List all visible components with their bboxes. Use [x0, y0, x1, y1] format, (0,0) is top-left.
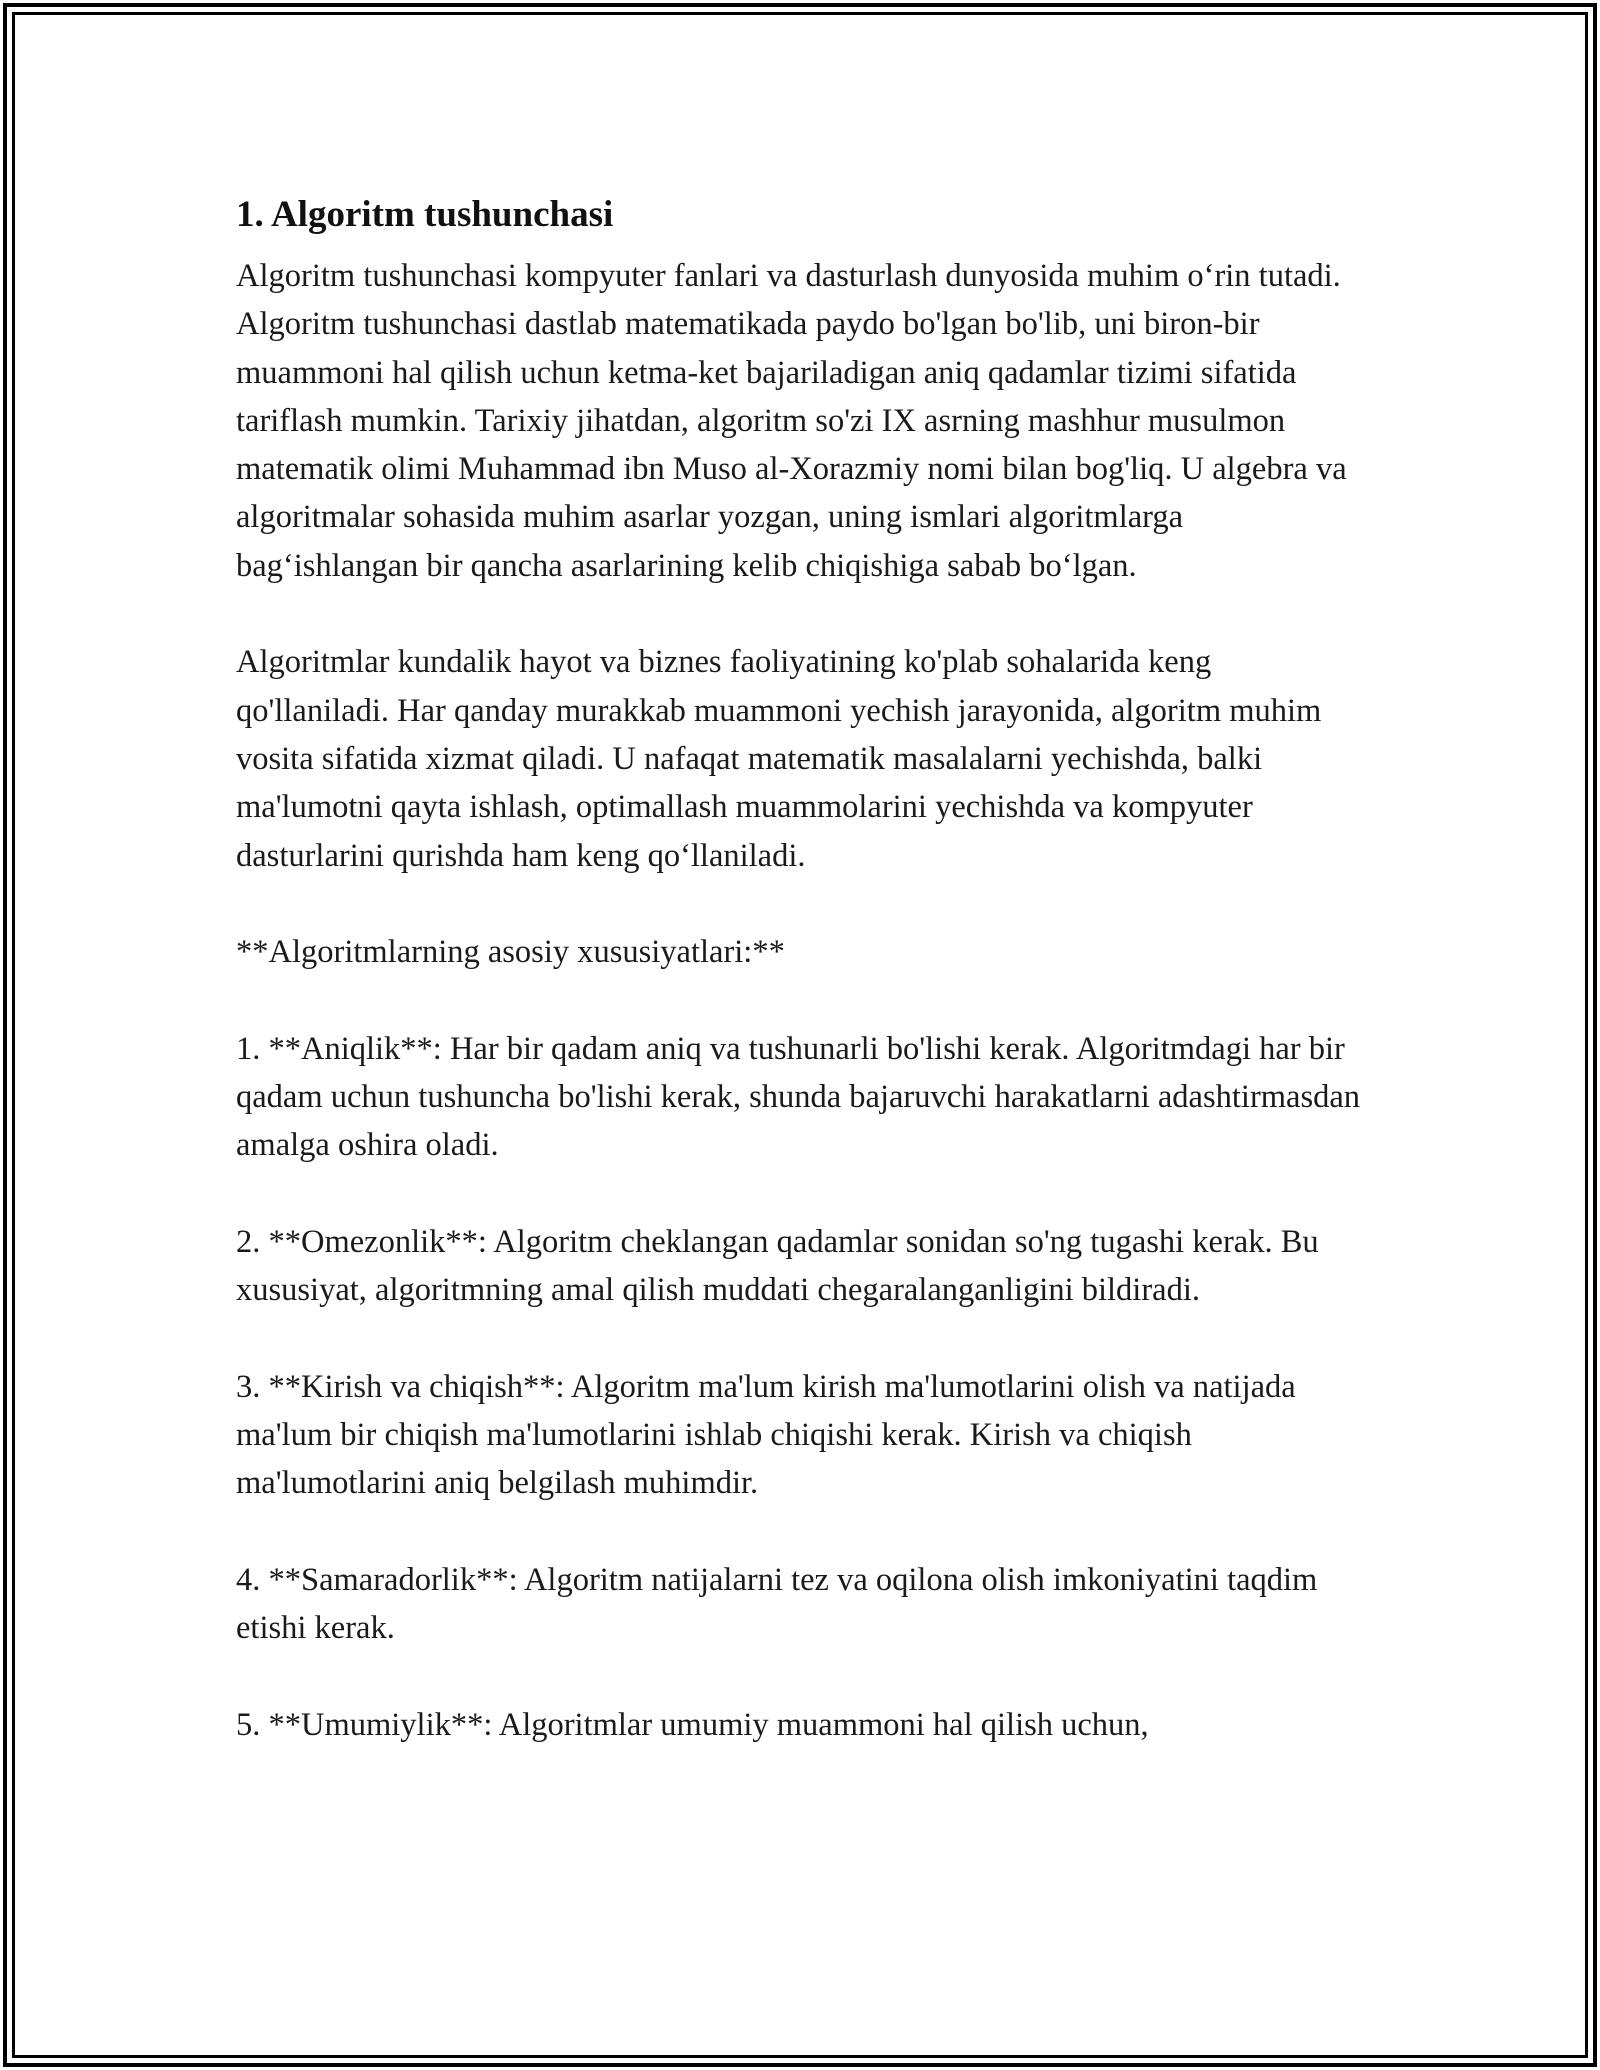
- section-heading: 1. Algoritm tushunchasi: [236, 194, 614, 235]
- list-item-samaradorlik: 4. **Samaradorlik**: Algoritm natijalarni tez va oqilona olish imkoniyatini taqdim etishi kerak.: [236, 1562, 1318, 1647]
- paragraph-intro: Algoritm tushunchasi kompyuter fanlari va dasturlash dunyosida muhim o‘rin tutadi. Algoritm tushunchasi dastlab matematikada paydo bo'lgan bo'lib, uni biron-bir muammoni hal qilish uchun ketma-ket bajariladigan aniq qadamlar tizimi sifatida tariflash mumkin. Tarixiy jihatdan, algoritm so'zi IX asrning mashhur musulmon matematik olimi Muhammad ibn Muso al-Xorazmiy nomi bilan bog'liq. U algebra va algoritmalar sohasida muhim asarlar yozgan, uning ismlari algoritmlarga bag‘ishlangan bir qancha asarlarining kelib chiqishiga sabab bo‘lgan.: [236, 258, 1347, 584]
- list-item-umumiylik: 5. **Umumiylik**: Algoritmlar umumiy muammoni hal qilish uchun,: [236, 1706, 1149, 1743]
- list-item-aniqlik: 1. **Aniqlik**: Har bir qadam aniq va tushunarli bo'lishi kerak. Algoritmdagi har bir qadam uchun tushuncha bo'lishi kerak, shunda bajaruvchi harakatlarni adashtirmasdan amalga oshira oladi.: [236, 1030, 1361, 1164]
- list-item-omezonlik: 2. **Omezonlik**: Algoritm cheklangan qadamlar sonidan so'ng tugashi kerak. Bu xususiyat, algoritmning amal qilish muddati chegaralanganligini bildiradi.: [236, 1223, 1319, 1309]
- document-body: [236, 186, 1366, 1749]
- paragraph-properties-heading: **Algoritmlarning asosiy xususiyatlari:**: [236, 934, 785, 971]
- list-item-kirish-chiqish: 3. **Kirish va chiqish**: Algoritm ma'lum kirish ma'lumotlarini olish va natijada ma'lum bir chiqish ma'lumotlarini ishlab chiqishi kerak. Kirish va chiqish ma'lumotlarini aniq belgilash muhimdir.: [236, 1368, 1296, 1502]
- paragraph-usage: Algoritmlar kundalik hayot va biznes faoliyatining ko'plab sohalarida keng qo'llaniladi. Har qanday murakkab muammoni yechish jarayonida, algoritm muhim vosita sifatida xizmat qiladi. U nafaqat matematik masalalarni yechishda, balki ma'lumotni qayta ishlash, optimallash muammolarini yechishda va kompyuter dasturlarini qurishda ham keng qo‘llaniladi.: [236, 644, 1322, 874]
